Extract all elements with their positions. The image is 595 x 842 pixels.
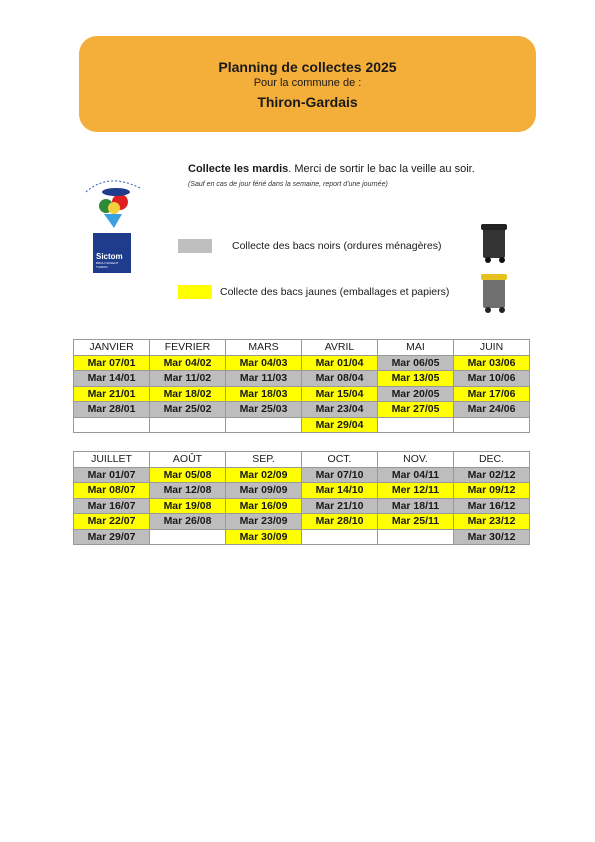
page-title: Planning de collectes 2025 [218,59,397,75]
table-row [74,514,530,530]
page-subtitle: Pour la commune de : [253,77,362,89]
collection-date-cell: Mar 25/11 [378,514,454,530]
collection-date-cell: Mar 04/11 [378,467,454,483]
collection-date-cell [378,529,454,545]
month-header: JANVIER [74,340,150,356]
collection-date-cell: Mar 25/02 [150,402,226,418]
collection-date-cell [454,417,530,433]
legend-yellow-label: Collecte des bacs jaunes (emballages et papiers) [220,286,450,298]
black-bin-icon [480,222,510,264]
month-header: JUILLET [74,452,150,468]
collection-date-cell: Mar 29/04 [302,417,378,433]
collection-date-cell: Mar 29/07 [74,529,150,545]
legend-yellow [178,285,449,299]
collection-date-cell: Mar 21/10 [302,498,378,514]
month-header: OCT. [302,452,378,468]
collection-date-cell: Mar 12/08 [150,483,226,499]
collection-date-cell: Mar 19/08 [150,498,226,514]
holiday-note: (Sauf en cas de jour férié dans la semaine, report d'une journée) [188,181,388,188]
table-row [74,498,530,514]
collection-date-cell: Mar 13/05 [378,371,454,387]
table-row [74,467,530,483]
collection-date-cell: Mar 24/06 [454,402,530,418]
table-row [74,417,530,433]
collection-date-cell: Mar 05/08 [150,467,226,483]
collection-date-cell: Mar 28/10 [302,514,378,530]
collection-date-cell [302,529,378,545]
collection-date-cell: Mar 07/10 [302,467,378,483]
table-row [74,355,530,371]
month-header: FEVRIER [150,340,226,356]
collection-date-cell: Mar 08/04 [302,371,378,387]
collection-date-cell: Mar 02/09 [226,467,302,483]
collection-date-cell: Mar 11/03 [226,371,302,387]
grey-swatch [178,239,212,253]
month-header: DEC. [454,452,530,468]
collection-date-cell: Mar 01/04 [302,355,378,371]
collection-date-cell: Mar 01/07 [74,467,150,483]
collection-date-cell: Mar 20/05 [378,386,454,402]
legend-black-label: Collecte des bacs noirs (ordures ménagères) [232,240,442,252]
collection-date-cell: Mar 21/01 [74,386,150,402]
collection-date-cell: Mar 02/12 [454,467,530,483]
collection-date-cell: Mar 23/09 [226,514,302,530]
collection-date-cell: Mar 11/02 [150,371,226,387]
collection-intro [188,163,475,175]
legend-black [178,239,442,253]
collection-date-cell [150,417,226,433]
month-header: AVRIL [302,340,378,356]
collection-date-cell: Mar 18/11 [378,498,454,514]
trions-logo [78,170,148,230]
month-header: MAI [378,340,454,356]
table-row [74,386,530,402]
collection-date-cell: Mar 08/07 [74,483,150,499]
collection-date-cell: Mar 09/12 [454,483,530,499]
intro-bold: Collecte les mardis [188,163,289,175]
collection-date-cell: Mar 22/07 [74,514,150,530]
collection-date-cell: Mar 16/07 [74,498,150,514]
collection-date-cell [378,417,454,433]
collection-date-cell: Mar 25/03 [226,402,302,418]
collection-date-cell: Mar 07/01 [74,355,150,371]
header-banner [79,36,536,132]
sictom-label: Sictom [96,252,123,261]
month-header: SEP. [226,452,302,468]
collection-date-cell: Mar 03/06 [454,355,530,371]
month-header: NOV. [378,452,454,468]
collection-date-cell: Mar 04/03 [226,355,302,371]
table-row [74,371,530,387]
collection-date-cell: Mar 04/02 [150,355,226,371]
yellow-swatch [178,285,212,299]
collection-date-cell: Mar 06/05 [378,355,454,371]
collection-date-cell: Mar 15/04 [302,386,378,402]
collection-date-cell: Mar 18/02 [150,386,226,402]
month-header: AOÛT [150,452,226,468]
collection-date-cell: Mar 09/09 [226,483,302,499]
yellow-bin-icon [480,272,510,314]
collection-date-cell [74,417,150,433]
collection-date-cell: Mar 23/04 [302,402,378,418]
table-row [74,529,530,545]
collection-date-cell: Mar 10/06 [454,371,530,387]
collection-date-cell: Mar 27/05 [378,402,454,418]
month-header: JUIN [454,340,530,356]
collection-date-cell: Mar 14/10 [302,483,378,499]
collection-date-cell: Mar 16/12 [454,498,530,514]
calendar-jul-dec [73,451,530,545]
table-row [74,402,530,418]
month-header: MARS [226,340,302,356]
calendar-jan-jun [73,339,530,433]
collection-date-cell: Mar 23/12 [454,514,530,530]
collection-date-cell: Mar 28/01 [74,402,150,418]
table-row [74,483,530,499]
collection-date-cell: Mar 26/08 [150,514,226,530]
collection-date-cell: Mar 16/09 [226,498,302,514]
collection-date-cell: Mer 12/11 [378,483,454,499]
sictom-sublabel: BROU NOGENT THIRON [96,261,119,269]
collection-date-cell [150,529,226,545]
commune-name: Thiron-Gardais [257,94,358,110]
collection-date-cell: Mar 30/09 [226,529,302,545]
collection-date-cell [226,417,302,433]
collection-date-cell: Mar 14/01 [74,371,150,387]
sictom-logo [93,233,131,273]
collection-date-cell: Mar 30/12 [454,529,530,545]
intro-rest: . Merci de sortir le bac la veille au soir. [288,163,475,175]
collection-date-cell: Mar 18/03 [226,386,302,402]
collection-date-cell: Mar 17/06 [454,386,530,402]
